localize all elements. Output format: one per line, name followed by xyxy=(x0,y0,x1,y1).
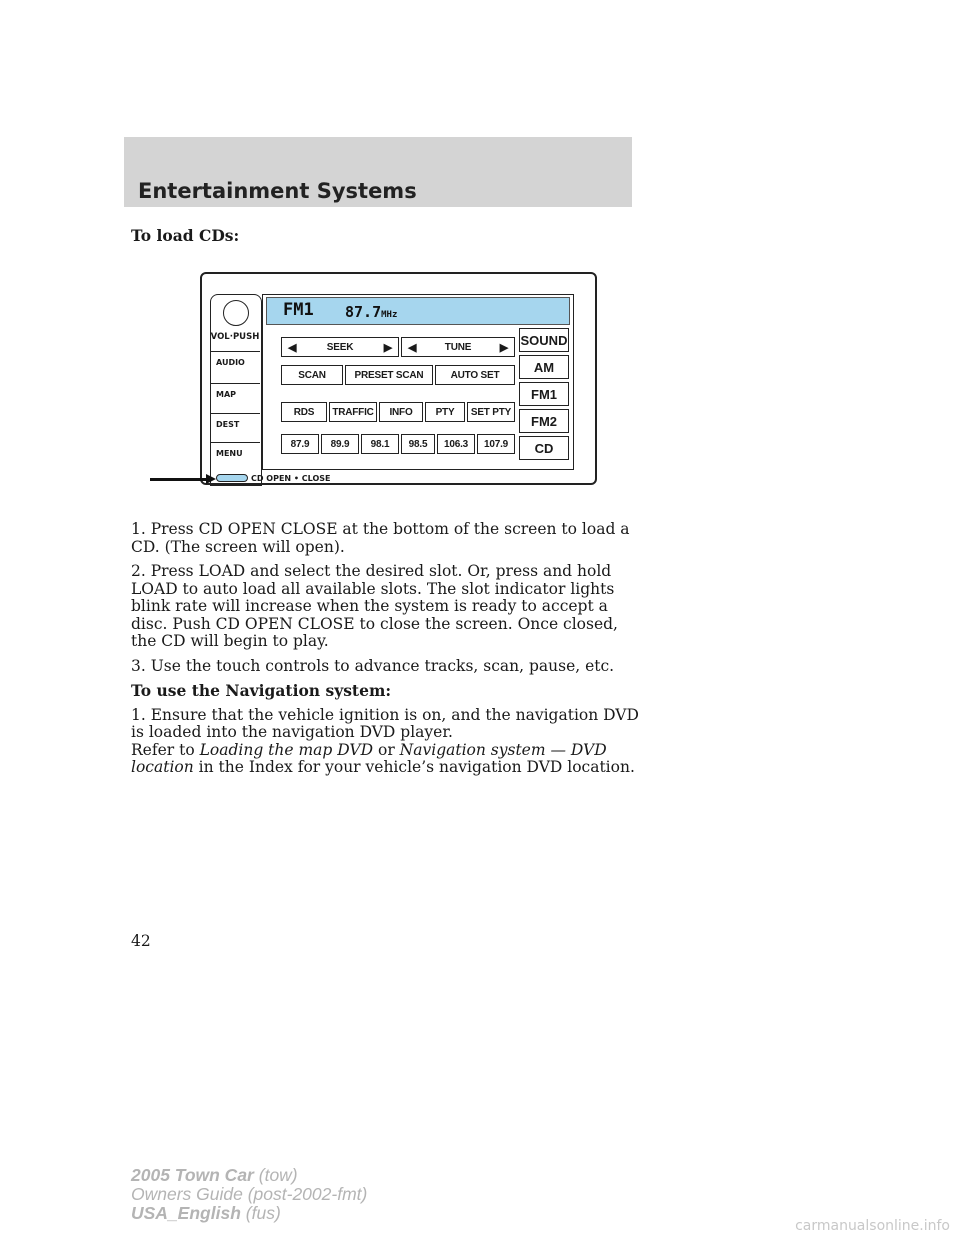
step-2: 2. Press LOAD and select the desired slot. Or, press and hold LOAD to auto load all available slots. The slot indicator lights blink rate will increase when the system is ready to accept a disc. Push CD OPEN CLOSE to close the screen. Once closed, the CD will begin to play. xyxy=(131,562,618,650)
fm1-button: FM1 xyxy=(519,382,569,406)
preset-button-4: 98.5 xyxy=(401,434,435,454)
section-header xyxy=(124,137,632,207)
preset-scan-button: PRESET SCAN xyxy=(345,365,433,385)
sound-button: SOUND xyxy=(519,328,569,352)
seek-button: ◀ SEEK ▶ xyxy=(281,337,399,357)
watermark: carmanualsonline.info xyxy=(795,1218,950,1234)
tune-left-arrow-icon: ◀ xyxy=(408,341,417,354)
left-control-column xyxy=(210,294,262,486)
radio-panel-illustration xyxy=(200,272,597,485)
intro-block xyxy=(131,227,641,245)
seek-right-arrow-icon: ▶ xyxy=(383,341,392,354)
cd-slot-icon xyxy=(216,474,248,482)
traffic-button: TRAFFIC xyxy=(329,402,377,422)
document-footer: 2005 Town Car (tow) Owners Guide (post-2002-fmt) USA_English (fus) xyxy=(131,1165,368,1223)
preset-button-5: 106.3 xyxy=(437,434,475,454)
dest-button: DEST xyxy=(211,413,260,443)
instructions-block xyxy=(131,521,641,777)
info-button: INFO xyxy=(379,402,423,422)
preset-button-2: 89.9 xyxy=(321,434,359,454)
section-title: Entertainment Systems xyxy=(138,179,417,203)
cd-open-close-label: CD OPEN • CLOSE xyxy=(251,473,331,483)
auto-set-button: AUTO SET xyxy=(435,365,515,385)
preset-button-3: 98.1 xyxy=(361,434,399,454)
seek-left-arrow-icon: ◀ xyxy=(288,341,297,354)
cd-open-close-control xyxy=(216,472,331,484)
lcd-display xyxy=(266,297,570,325)
step-1: 1. Press CD OPEN CLOSE at the bottom of the screen to load a CD. (The screen will open). xyxy=(131,520,630,556)
set-pty-button: SET PTY xyxy=(467,402,515,422)
scan-button: SCAN xyxy=(281,365,343,385)
touch-screen xyxy=(262,294,574,470)
tune-button: ◀ TUNE ▶ xyxy=(401,337,515,357)
link-navigation-dvd-location: Navigation system — DVD location xyxy=(131,740,607,776)
lcd-band: FM1 xyxy=(283,300,314,320)
lcd-frequency: 87.7MHz xyxy=(345,303,398,321)
pty-button: PTY xyxy=(425,402,465,422)
cd-button: CD xyxy=(519,436,569,460)
heading-navigation: To use the Navigation system: xyxy=(131,681,392,700)
am-button: AM xyxy=(519,355,569,379)
fm2-button: FM2 xyxy=(519,409,569,433)
rds-button: RDS xyxy=(281,402,327,422)
audio-button: AUDIO xyxy=(211,351,260,385)
page-number: 42 xyxy=(131,932,151,950)
preset-button-6: 107.9 xyxy=(477,434,515,454)
preset-button-1: 87.9 xyxy=(281,434,319,454)
nav-reference: Refer to Loading the map DVD or Navigation system — DVD location in the Index for your vehicle’s navigation DVD location. xyxy=(131,740,635,776)
vol-push-label: VOL·PUSH xyxy=(210,332,260,342)
nav-step-1: 1. Ensure that the vehicle ignition is on, and the navigation DVD is loaded into the navigation DVD player. xyxy=(131,705,639,741)
tune-right-arrow-icon: ▶ xyxy=(499,341,508,354)
pointer-arrow-icon xyxy=(206,474,216,484)
pointer-arrow-shaft xyxy=(150,478,212,481)
menu-button: MENU xyxy=(211,442,260,472)
lcd-unit: MHz xyxy=(381,310,398,320)
step-3: 3. Use the touch controls to advance tracks, scan, pause, etc. xyxy=(131,656,615,675)
heading-load-cds: To load CDs: xyxy=(131,226,240,245)
link-loading-map-dvd: Loading the map DVD xyxy=(199,740,374,759)
map-button: MAP xyxy=(211,383,260,415)
volume-knob xyxy=(223,300,249,326)
